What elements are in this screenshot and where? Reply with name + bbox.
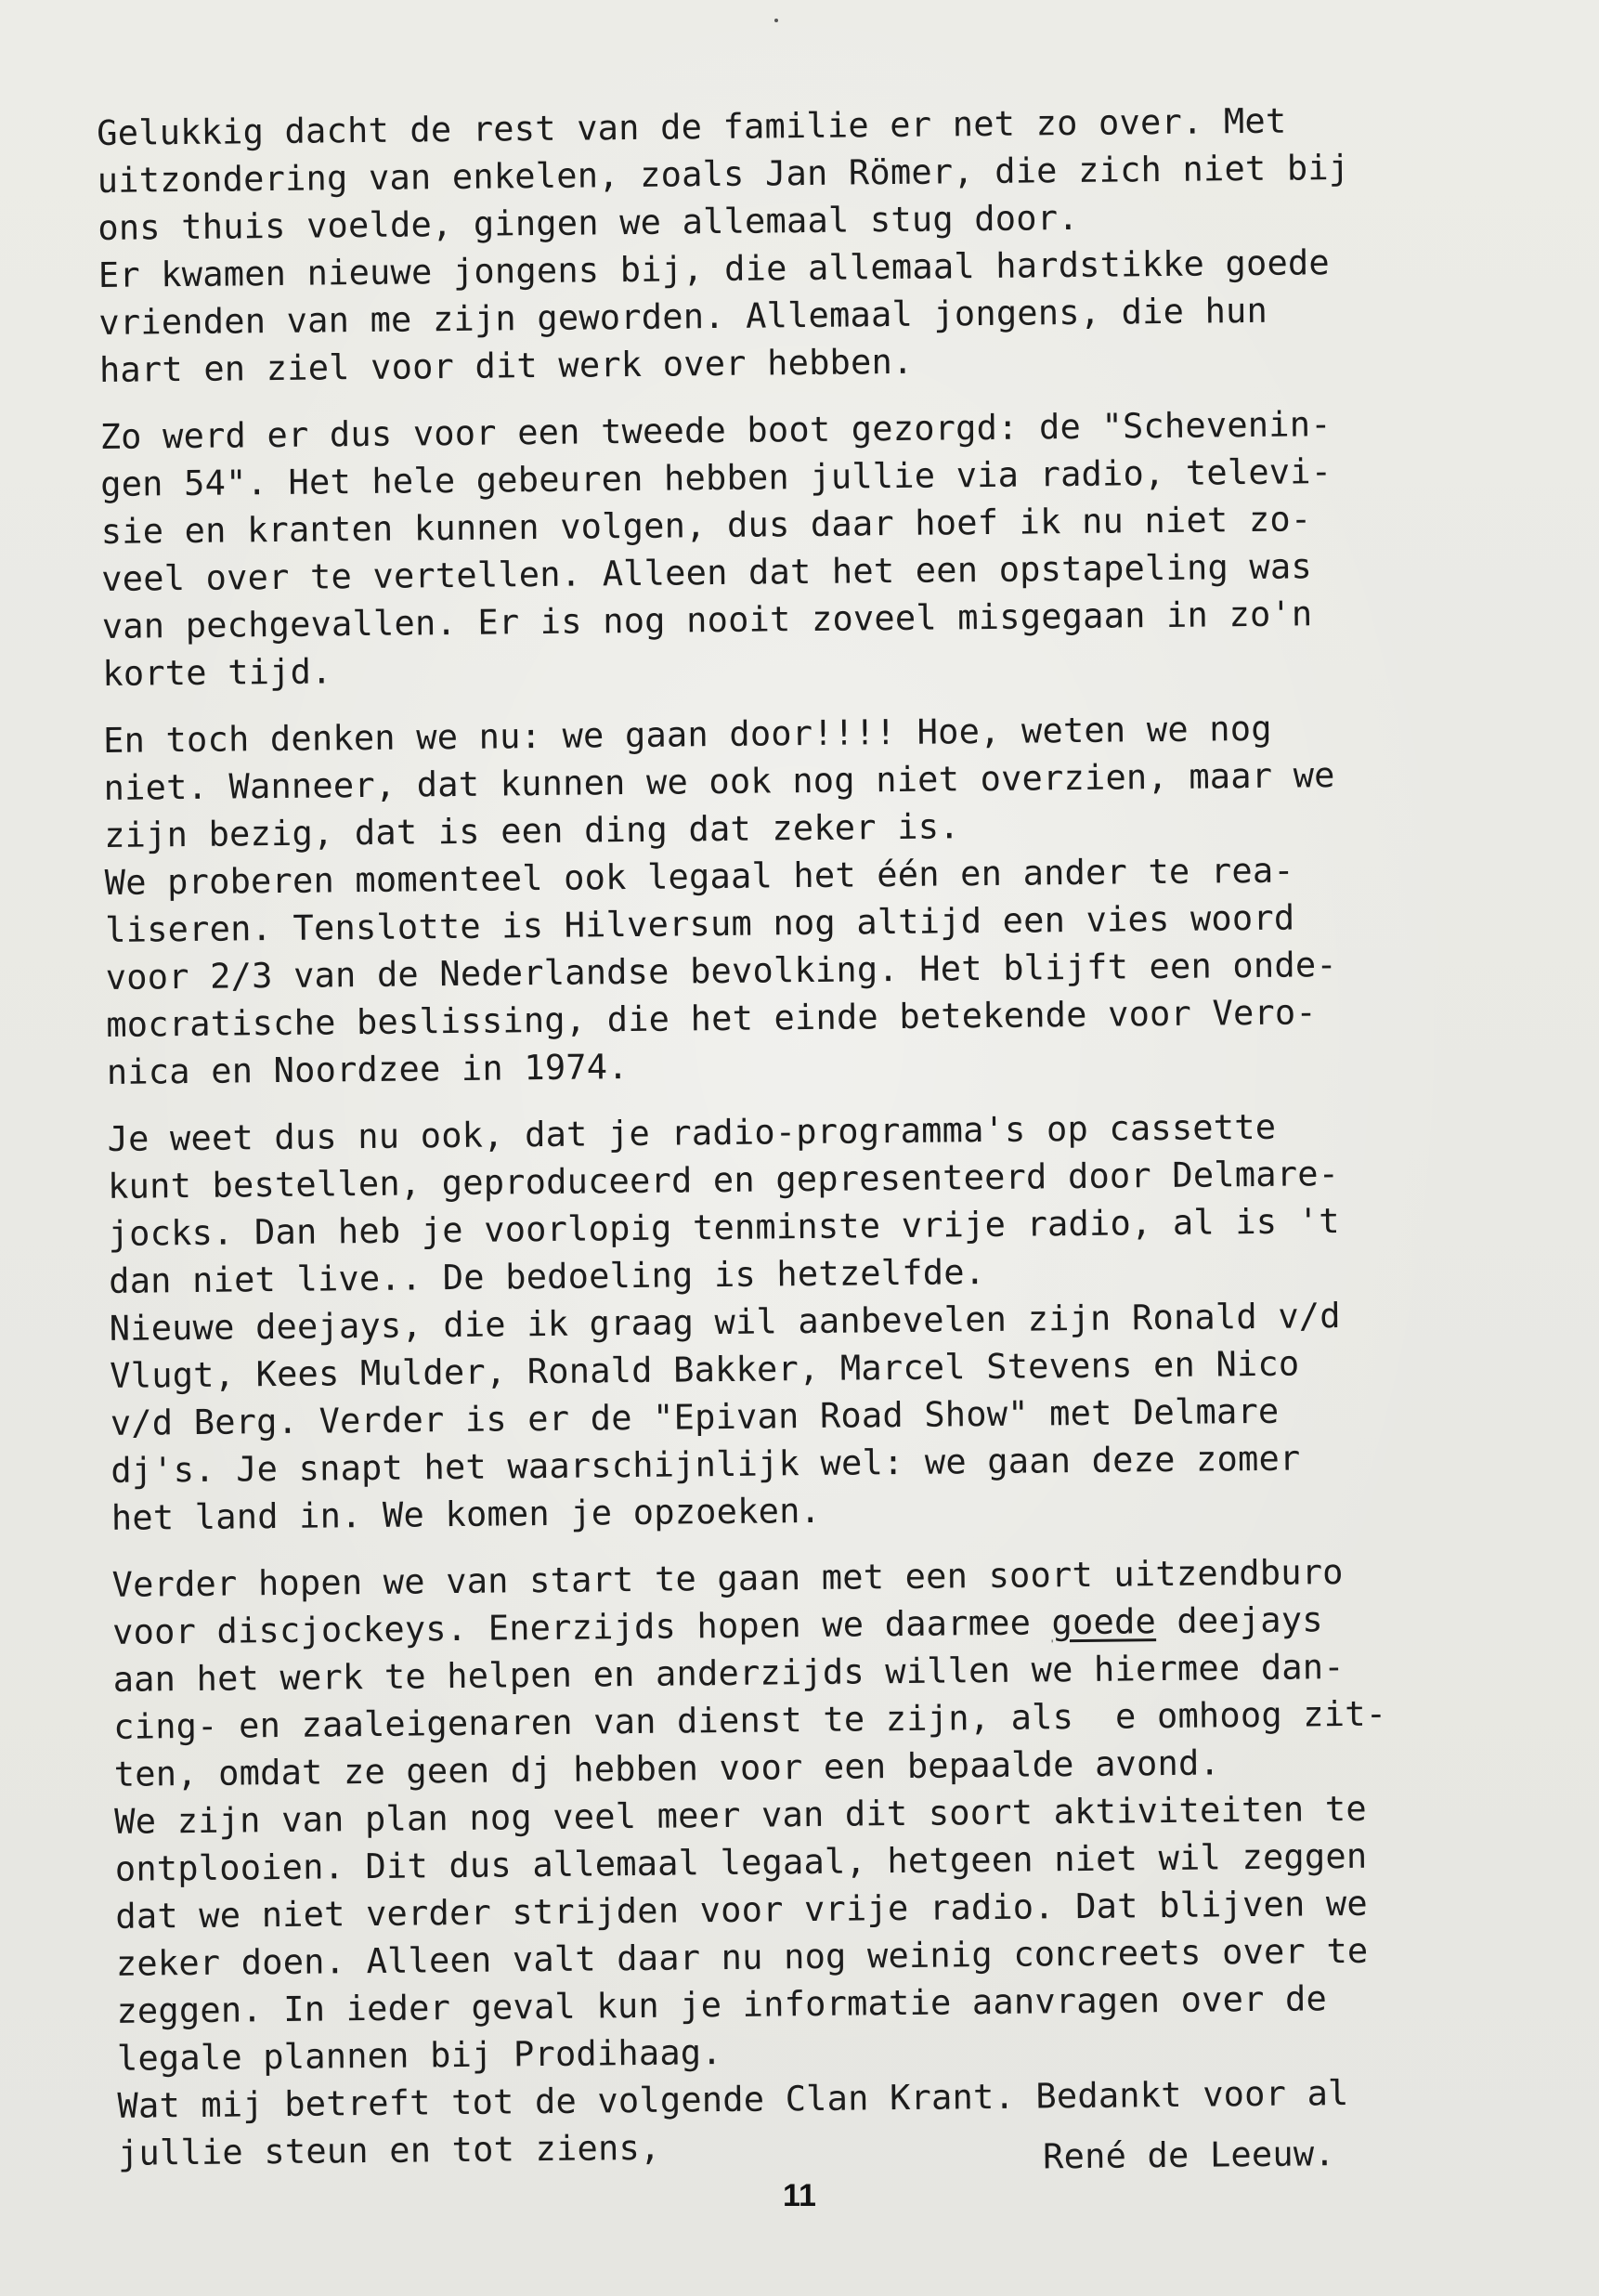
underlined-word: goede (1051, 1601, 1157, 1643)
text-line: We proberen momenteel ook legaal het één en ander te rea- (104, 850, 1294, 903)
text-line: dan niet live.. De bedoeling is hetzelfde. (108, 1252, 986, 1301)
text-line: aan het werk te helpen en anderzijds willen we hiermee dan- (112, 1647, 1345, 1700)
text-line: En toch denken we nu: we gaan door!!!! Hoe, weten we nog (102, 708, 1272, 761)
text-line: Zo werd er dus voor een tweede boot gezorgd: de "Schevenin- (99, 404, 1332, 457)
paper-speck (774, 19, 778, 22)
signature: René de Leeuw. (1042, 2133, 1336, 2177)
text-line: Wat mij betreft tot de volgende Clan Krant. Bedankt voor al (117, 2072, 1349, 2126)
text-line: mocratische beslissing, die het einde betekende voor Vero- (106, 992, 1318, 1045)
text-line: gen 54". Het hele gebeuren hebben jullie via radio, televi- (100, 451, 1332, 504)
article-body (97, 95, 1566, 2197)
text-line: korte tijd. (102, 651, 332, 694)
text-line: Verder hopen we van start te gaan met een soort uitzendburo (111, 1552, 1344, 1605)
text-line: kunt bestellen, geproduceerd en gepresenteerd door Delmare- (107, 1154, 1340, 1207)
closing-line: jullie steun en tot ziens, (117, 2127, 661, 2173)
text-line: Gelukkig dacht de rest van de familie er net zo over. Met (97, 100, 1287, 153)
text-line: vrienden van me zijn geworden. Allemaal jongens, die hun (98, 290, 1268, 343)
page-number: 11 (783, 2178, 816, 2213)
text-line: ontplooien. Dit dus allemaal legaal, hetgeen niet wil zeggen (114, 1835, 1368, 1889)
text-line: Je weet dus nu ook, dat je radio-programma's op cassette (107, 1106, 1277, 1159)
text-line: jocks. Dan heb je voorlopig tenminste vrije radio, al is 't (108, 1201, 1340, 1254)
text-line: nica en Noordzee in 1974. (106, 1047, 629, 1092)
paragraph-going-on (103, 702, 1555, 1096)
text-line: dj's. Je snapt het waarschijnlijk wel: we gaan deze zomer (110, 1438, 1301, 1491)
text-line: ons thuis voelde, gingen we allemaal stug door. (98, 197, 1079, 248)
text-line: Vlugt, Kees Mulder, Ronald Bakker, Marcel Stevens en Nico (110, 1343, 1300, 1396)
paragraph-family (97, 95, 1548, 394)
text-line: Er kwamen nieuwe jongens bij, die allemaal hardstikke goede (98, 242, 1331, 295)
text-line: zeggen. In ieder geval kun je informatie aanvragen over de (116, 1978, 1328, 2031)
paragraph-cassettes (107, 1101, 1560, 1542)
paragraph-uitzendburo (111, 1546, 1566, 2177)
text-fragment: voor discjockeys. Enerzijds hopen we daarmee (111, 1602, 1052, 1652)
text-line: niet. Wanneer, dat kunnen we ook nog niet overzien, maar we (103, 755, 1335, 808)
text-line: legale plannen bij Prodihaag. (116, 2032, 722, 2079)
text-line: uitzondering van enkelen, zoals Jan Römer, die zich niet bij (97, 147, 1350, 201)
text-line: voor 2/3 van de Nederlandse bevolking. Het blijft een onde- (105, 945, 1338, 998)
text-line: v/d Berg. Verder is er de "Epivan Road Show" met Delmare (110, 1390, 1280, 1443)
text-line: ten, omdat ze geen dj hebben voor een bepaalde avond. (113, 1742, 1221, 1794)
text-fragment: deejays (1155, 1599, 1323, 1642)
text-line: Nieuwe deejays, die ik graag wil aanbevelen zijn Ronald v/d (109, 1296, 1341, 1349)
text-line: zeker doen. Alleen valt daar nu nog weinig concreets over te (115, 1930, 1369, 1984)
text-line: dat we niet verder strijden voor vrije radio. Dat blijven we (115, 1883, 1369, 1937)
text-line: zijn bezig, dat is een ding dat zeker is. (103, 806, 960, 855)
text-line: sie en kranten kunnen volgen, dus daar hoef ik nu niet zo- (100, 499, 1312, 552)
text-line: veel over te vertellen. Alleen dat het een opstapeling was (101, 546, 1313, 599)
text-line: cing- en zaaleigenaren van dienst te zijn, als e omhoog zit- (113, 1693, 1387, 1747)
paragraph-second-boat (99, 398, 1551, 698)
text-line: het land in. We komen je opzoeken. (110, 1490, 822, 1538)
text-line: liseren. Tenslotte is Hilversum nog altijd een vies woord (105, 897, 1295, 950)
text-line: We zijn van plan nog veel meer van dit soort aktiviteiten te (114, 1788, 1368, 1842)
text-line: van pechgevallen. Er is nog nooit zoveel misgegaan in zo'n (101, 594, 1313, 646)
text-line: hart en ziel voor dit werk over hebben. (98, 341, 914, 390)
